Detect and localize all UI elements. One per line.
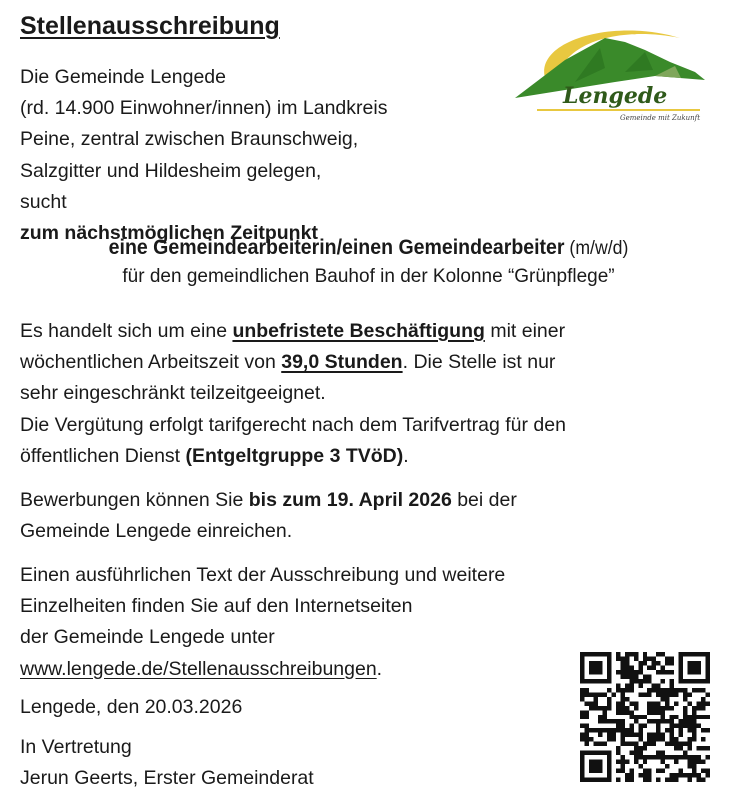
application-deadline: bis zum 19. April 2026 — [248, 489, 452, 511]
intro-line: Die Gemeinde Lengede — [20, 66, 226, 88]
application-text: bei der — [451, 489, 517, 511]
position-heading — [0, 236, 737, 288]
link-suffix: . — [376, 657, 383, 680]
more-info-line: Einen ausführlichen Text der Ausschreibung und weitere — [20, 564, 506, 586]
logo-name: Lengede — [563, 83, 668, 109]
logo-tagline: Gemeinde mit Zukunft — [620, 114, 701, 122]
details-text: mit einer — [484, 320, 566, 342]
more-info-line: der Gemeinde Lengede unter — [20, 626, 275, 649]
signatory-name: Jerun Geerts, Erster Gemeinderat — [20, 767, 314, 790]
details-line — [20, 316, 720, 347]
position-title-line — [26, 236, 711, 260]
details-line: sehr eingeschränkt teilzeitgeeignet. — [20, 382, 326, 405]
intro-line: (rd. 14.900 Einwohner/innen) im Landkreis — [20, 97, 388, 120]
representation-note: In Vertretung — [20, 736, 132, 758]
application-line — [20, 485, 720, 516]
details-text: . — [403, 444, 409, 467]
website-link[interactable]: www.lengede.de/Stellenausschreibungen — [20, 657, 377, 680]
lengede-logo — [505, 20, 715, 130]
qr-code-icon[interactable] — [580, 652, 710, 782]
intro-line: Peine, zentral zwischen Braunschweig, — [20, 128, 359, 151]
details-line — [20, 347, 720, 378]
gender-suffix: (m/w/d) — [564, 238, 629, 259]
details-line: Die Vergütung erfolgt tarifgerecht nach dem Tarifvertrag für den — [20, 413, 566, 436]
details-text: öffentlichen Dienst — [20, 444, 186, 467]
application-text: Bewerbungen können Sie — [20, 489, 249, 511]
pay-grade: (Entgeltgruppe 3 TVöD) — [185, 444, 404, 467]
position-title: eine Gemeindearbeiterin/einen Gemeindearbeiter — [108, 236, 565, 259]
details-text: wöchentlichen Arbeitszeit von — [20, 351, 282, 374]
contract-type: unbefristete Beschäftigung — [232, 320, 485, 342]
start-date-emphasis: zum nächstmöglichen Zeitpunkt — [20, 222, 318, 245]
page-title: Stellenausschreibung — [20, 12, 280, 40]
more-info-line: Einzelheiten finden Sie auf den Internetseiten — [20, 595, 413, 618]
intro-text — [20, 62, 490, 249]
application-line: Gemeinde Lengede einreichen. — [20, 520, 293, 543]
job-details — [20, 316, 720, 472]
weekly-hours: 39,0 Stunden — [281, 351, 403, 374]
details-text: Es handelt sich um eine — [20, 320, 233, 342]
application-info — [20, 485, 720, 547]
details-text: . Die Stelle ist nur — [402, 351, 556, 374]
intro-prefix: sucht — [20, 190, 67, 213]
place-date: Lengede, den 20.03.2026 — [20, 696, 243, 718]
details-line — [20, 441, 720, 472]
position-subtitle: für den gemeindlichen Bauhof in der Kolonne “Grünpflege” — [122, 266, 615, 287]
intro-line: Salzgitter und Hildesheim gelegen, — [20, 159, 322, 182]
